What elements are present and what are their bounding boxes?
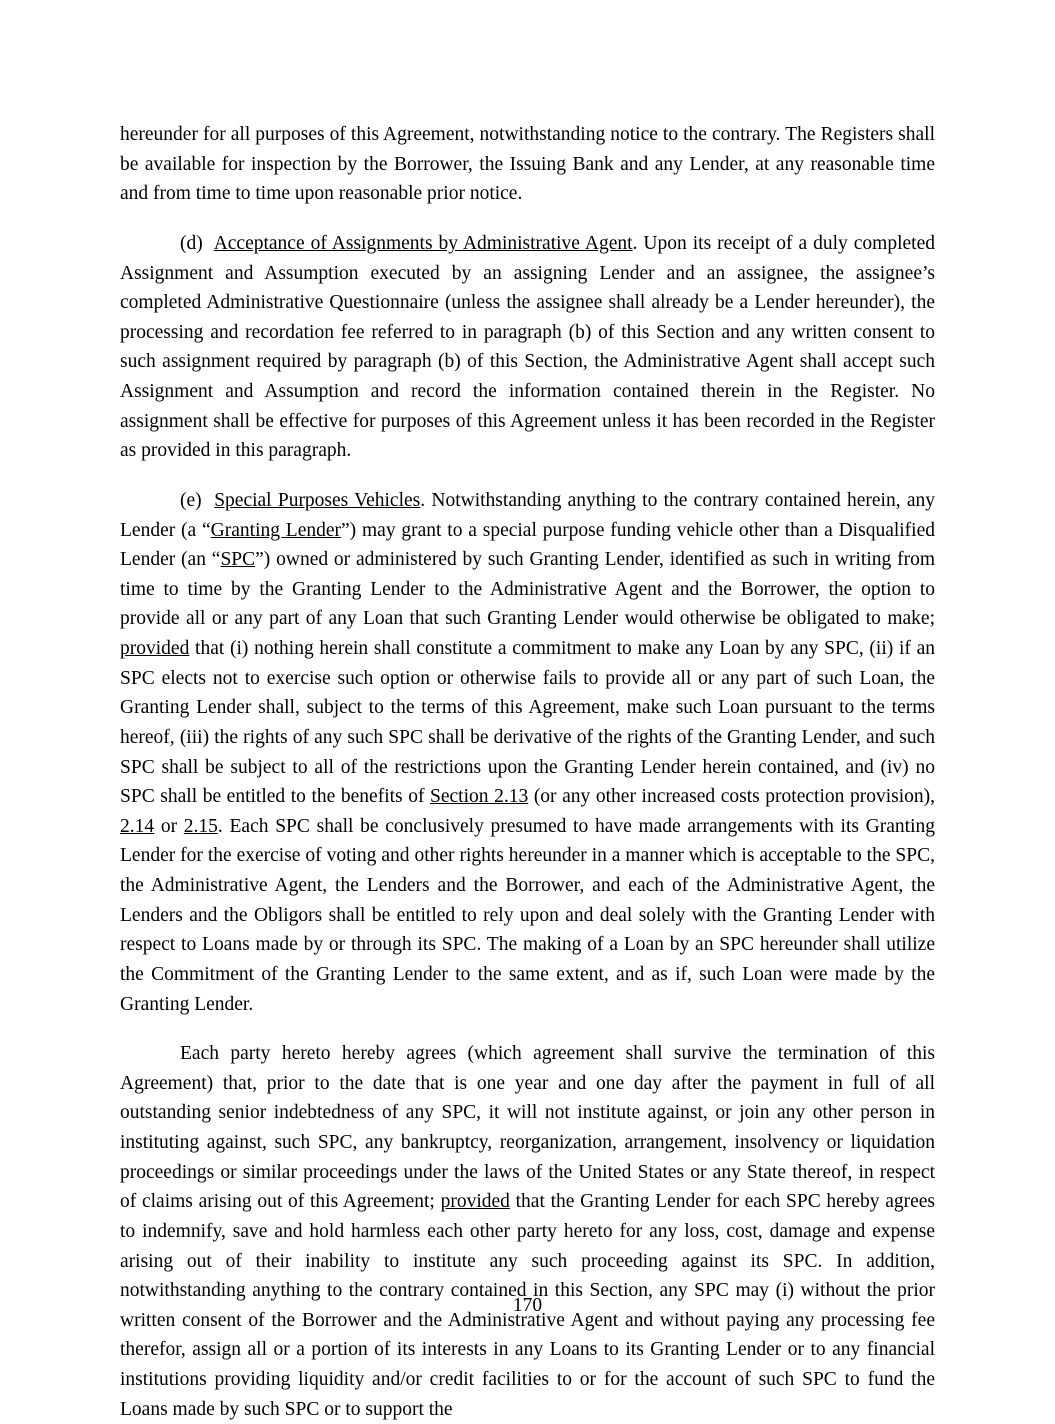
text-run: (d) <box>180 232 203 254</box>
text-run: . Each SPC shall be conclusively presumed to have made arrangements with its Granting Lender for the exercise of voting and other rights hereunder in a manner which is acceptable to the SPC, the Administrative Agent, the Lenders and the Borrower, and each of the Administrative Agent, the Lenders and the Obligors shall be entitled to rely upon and deal solely with the Granting Lender with respect to Loans made by or through its SPC. The making of a Loan by an SPC hereunder shall utilize the Commitment of the Granting Lender to the same extent, and as if, such Loan were made by the Granting Lender. <box>120 815 935 1015</box>
text-run: ”) may grant to a special purpose funding vehicle other than a Disqualified Lender (an “ <box>120 519 935 571</box>
text-run <box>202 490 215 511</box>
text-run: that (i) nothing herein shall constitute a commitment to make any Loan by any SPC, (ii) if an SPC elects not to exercise such option or otherwise fails to provide all or any part of such Loan, the Granting Lender shall, subject to the terms of this Agreement, make such Loan pursuant to the terms hereof, (iii) the rights of any such SPC shall be derivative of the rights of the Granting Lender, and such SPC shall be subject to all of the restrictions upon the Granting Lender herein contained, and (iv) no SPC shall be entitled to the benefits of <box>120 638 935 808</box>
text-run: (or any other increased costs protection provision), <box>528 786 935 808</box>
underlined-text: SPC <box>220 549 256 571</box>
text-run: . Notwithstanding anything to the contrary contained herein, any Lender (a “ <box>120 489 935 541</box>
underlined-text: Acceptance of Assignments by Administrative Agent <box>213 232 633 254</box>
page-number: 170 <box>512 1295 543 1316</box>
paragraph <box>120 1039 935 1424</box>
text-run: that the Granting Lender for each SPC hereby agrees to indemnify, save and hold harmless each other party hereto for any loss, cost, damage and expense arising out of their inability to institute any such proceeding against its SPC. In addition, notwithstanding anything to the contrary contained in this Section, any SPC may (i) without the prior written consent of the Borrower and the Administrative Agent and without paying any processing fee therefor, assign all or a portion of its interests in any Loans to its Granting Lender or to any financial institutions providing liquidity and/or credit facilities to or for the account of such SPC to fund the Loans made by such SPC or to support the <box>120 1191 935 1420</box>
text-run: hereunder for all purposes of this Agreement, notwithstanding notice to the contrary. The Registers shall be available for inspection by the Borrower, the Issuing Bank and any Lender, at any reasonable time and from time to time upon reasonable prior notice. <box>120 124 935 205</box>
paragraph <box>120 486 935 1019</box>
underlined-text: 2.15 <box>183 815 218 837</box>
text-run: . Upon its receipt of a duly completed Assignment and Assumption executed by an assigning Lender and an assignee, the assignee’s completed Administrative Questionnaire (unless the assignee shall already be a Lender hereunder), the processing and recordation fee referred to in paragraph (b) of this Section and any written consent to such assignment required by paragraph (b) of this Section, the Administrative Agent shall accept such Assignment and Assumption and record the information contained therein in the Register. No assignment shall be effective for purposes of this Agreement unless it has been recorded in the Register as provided in this paragraph. <box>120 232 935 462</box>
underlined-text: Section 2.13 <box>430 786 529 808</box>
underlined-text: 2.14 <box>120 815 155 837</box>
text-run: Each party hereto hereby agrees (which agreement shall survive the termination of this Agreement) that, prior to the date that is one year and one day after the payment in full of all outstanding senior indebtedness of any SPC, it will not institute against, or join any other person in instituting against, such SPC, any bankruptcy, reorganization, arrangement, insolvency or liquidation proceedings or similar proceedings under the laws of the United States or any State thereof, in respect of claims arising out of this Agreement; <box>120 1043 935 1213</box>
underlined-text: provided <box>440 1191 510 1213</box>
underlined-text: provided <box>120 638 190 659</box>
text-run: ”) owned or administered by such Granting Lender, identified as such in writing from time to time by the Granting Lender to the Administrative Agent and the Borrower, the option to provide all or any part of any Loan that such Granting Lender would otherwise be obligated to make; <box>120 549 935 630</box>
document-body <box>120 120 935 1424</box>
underlined-text: Special Purposes Vehicles <box>214 489 421 511</box>
text-run: or <box>154 815 184 837</box>
text-run: (e) <box>180 489 202 511</box>
paragraph <box>120 229 935 466</box>
paragraph <box>120 120 935 209</box>
text-run <box>203 233 214 254</box>
underlined-text: Granting Lender <box>210 519 342 541</box>
